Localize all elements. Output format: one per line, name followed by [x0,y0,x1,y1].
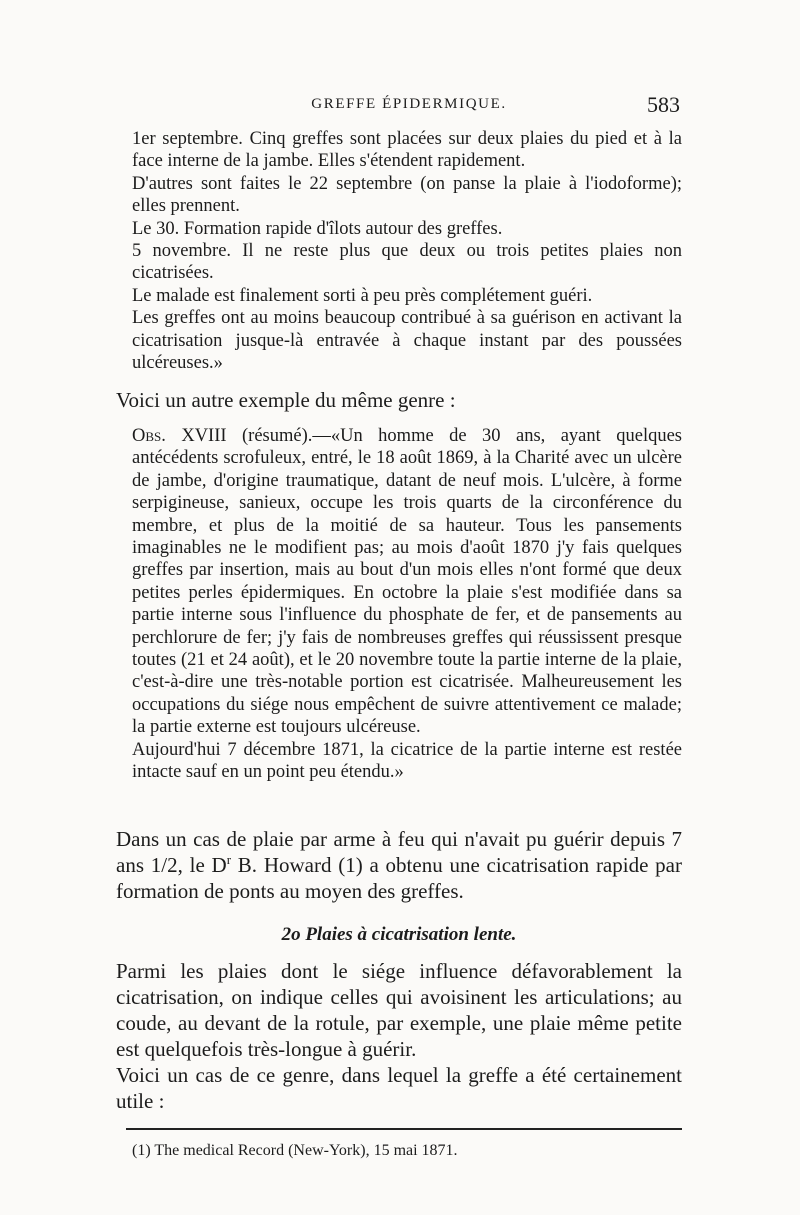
section-heading: 2o Plaies à cicatrisation lente. [281,924,517,945]
footnote-rule [126,1128,682,1130]
slow-healing-text [116,958,682,1114]
footnote: (1) The medical Record (New-York), 15 mai 1871. [132,1142,458,1159]
observation-xviii [132,425,682,784]
observation-text: (résumé).—«Un homme de 30 ans, ayant quelques antécédents scrofuleux, entré, le 18 août 1869, à la Charité avec un ulcère de jambe, d'origine traumatique, datant de neuf mois. L'ulcère, à forme serpigineuse, sanieux, occupe les trois quarts de la circonférence du membre, et plus de la moitié de sa hauteur. Tous les pansements imaginables ne le modifient pas; au mois d'août 1870 j'y fais quelques greffes par insertion, mais au bout d'un mois elles n'ont formé que deux petites perles épidermiques. En octobre la plaie s'est modifiée dans sa partie interne sous l'influence du phosphate de fer, et de pansements au perchlorure de fer; j'y fais de nombreuses greffes qui réussissent presque toutes (21 et 24 août), et le 20 novembre toute la partie interne de la plaie, c'est-à-dire une très-notable portion est cicatrisée. Malheureusement les occupations du siége nous empêchent de suivre attentivement ce malade; la partie externe est toujours ulcéreuse. [132,426,682,738]
paragraph: Aujourd'hui 7 décembre 1871, la cicatrice de la partie interne est restée intacte sauf en un point peu étendu.» [132,739,682,783]
gunshot-paragraph [116,826,682,904]
paragraph [132,425,682,739]
paragraph: Dans un cas de plaie par arme à feu qui n'avait pu guérir depuis 7 ans 1/2, le $D^r$ B. Howard (1) a obtenu une cicatrisation rapide par formation de ponts au moyen des greffes. [116,827,682,903]
running-title: GREFFE ÉPIDERMIQUE. [311,96,507,112]
page-number: 583 [647,92,680,117]
paragraph: Le malade est finalement sorti à peu près complétement guéri. [132,285,593,306]
example-intro [116,387,682,413]
superscript: r [226,852,232,867]
paragraph: 5 novembre. Il ne reste plus que deux ou trois petites plaies non cicatrisées. [132,241,682,284]
paragraph: D'autres sont faites le 22 septembre (on panse la plaie à l'iodoforme); elles prennent. [132,173,682,217]
paragraph: Parmi les plaies dont le siége influence défavorablement la cicatrisation, on indique celles qui avoisinent les articulations; au coude, au devant de la rotule, par exemple, une plaie même petite est quelquefois très-longue à guérir. [116,959,682,1061]
observation-continuation [132,128,682,374]
paragraph: Voici un cas de ce genre, dans lequel la greffe a été certainement utile : [116,1063,682,1113]
paragraph: Voici un autre exemple du même genre : [116,388,456,412]
paragraph: Les greffes ont au moins beaucoup contribué à sa guérison en activant la cicatrisation jusque-là entravée à chaque instant par des poussées ulcéreuses.» [132,308,682,374]
paragraph: Le 30. Formation rapide d'îlots autour des greffes. [132,218,503,239]
page-header [138,92,680,122]
observation-label: Obs. XVIII [132,426,227,446]
paragraph: 1er septembre. Cinq greffes sont placées sur deux plaies du pied et à la face interne de la jambe. Elles s'étendent rapidement. [132,129,682,172]
